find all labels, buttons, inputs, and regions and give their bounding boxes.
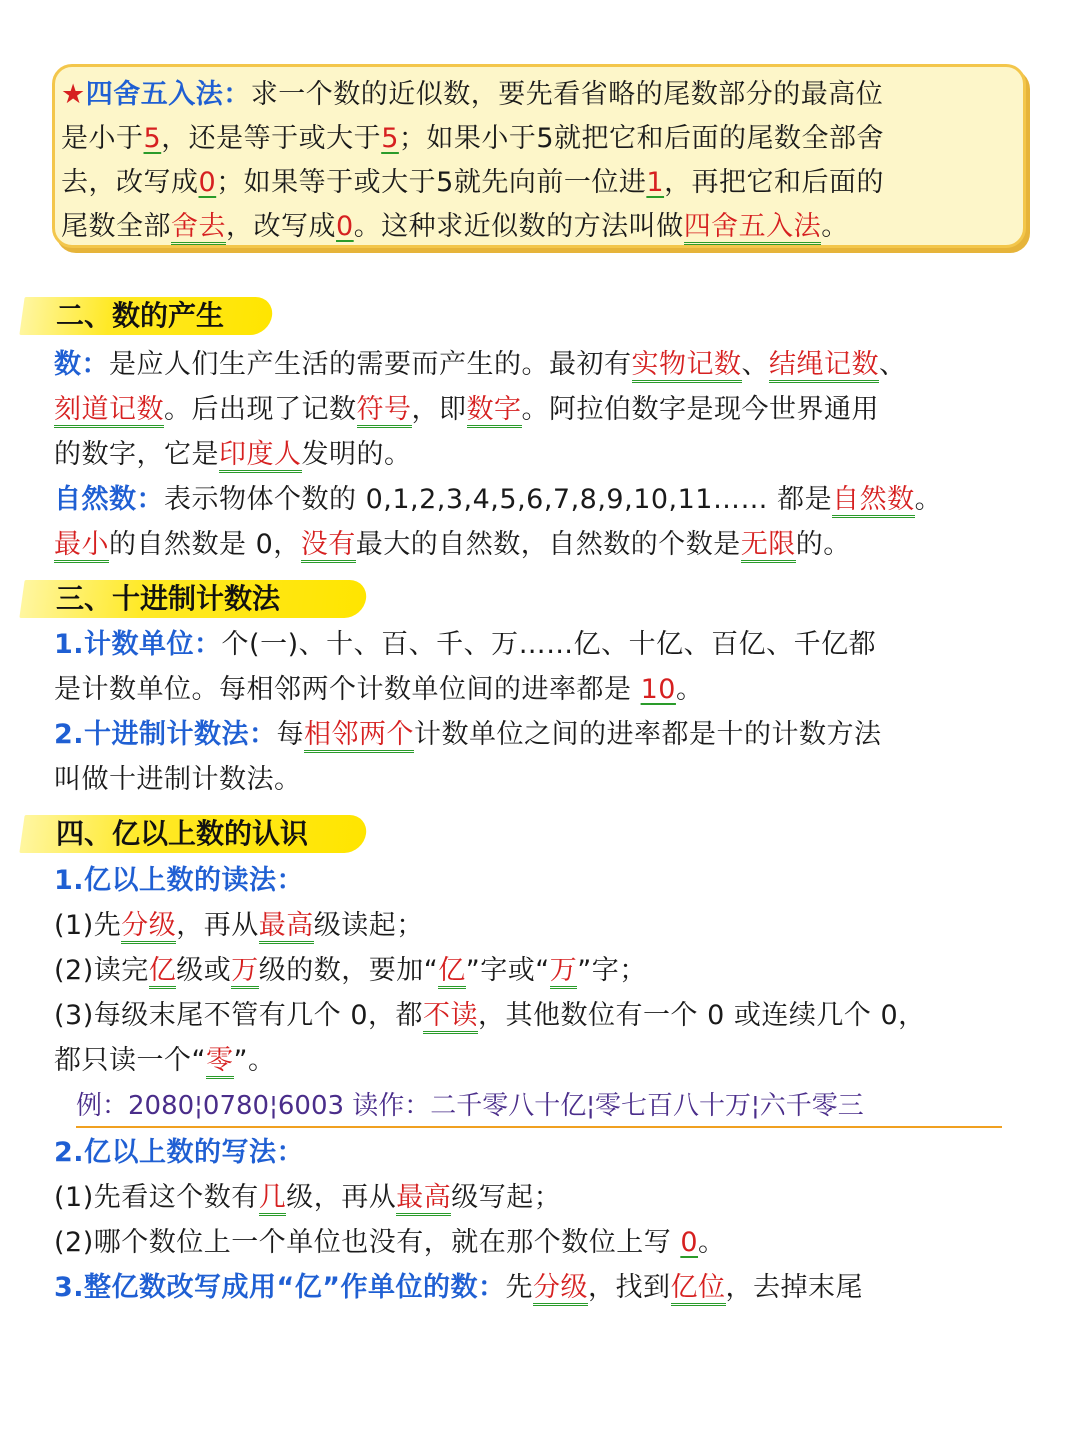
term-label: 数：: [54, 349, 109, 380]
key-term: 数字: [467, 394, 522, 428]
key-term: 最高: [259, 910, 314, 944]
callout-line-4: [61, 205, 1013, 249]
text: 都只读一个“: [54, 1045, 206, 1076]
line: [54, 858, 926, 903]
line: [54, 622, 882, 667]
term-label: 自然数：: [54, 484, 164, 515]
text: ，去掉末尾: [725, 1272, 864, 1303]
key-term: 0: [680, 1227, 699, 1258]
line: [54, 1175, 863, 1220]
text: ”字或“: [465, 955, 550, 986]
callout-line-3: [61, 161, 1013, 205]
text: 是小于: [61, 123, 144, 154]
key-term: 不读: [423, 1000, 478, 1034]
text: (1)先看这个数有: [54, 1182, 259, 1213]
text: 的数字，它是: [54, 439, 219, 470]
callout-title: 四舍五入法：: [85, 79, 251, 110]
key-term: 印度人: [219, 439, 302, 473]
callout-line-2: [61, 117, 1013, 161]
key-term: 无限: [741, 529, 796, 563]
text: 叫做十进制计数法。: [54, 764, 302, 795]
section-3-body: [54, 622, 882, 802]
key-term: 舍去: [171, 211, 226, 245]
key-term: 相邻两个: [304, 719, 414, 753]
star-icon: ★: [61, 79, 86, 110]
text: 。: [914, 484, 943, 515]
text: 、: [741, 349, 769, 380]
text: ，再把它和后面的: [664, 167, 885, 198]
callout-text: 求一个数的近似数，要先看省略的尾数部分的最高位: [250, 79, 884, 110]
line: [54, 903, 926, 948]
line: [54, 993, 926, 1038]
text: 先: [505, 1272, 534, 1303]
key-term: 零: [206, 1045, 234, 1079]
text: (2)哪个数位上一个单位也没有，就在那个数位上写: [54, 1227, 681, 1258]
text: 级读起；: [313, 910, 424, 941]
key-term: 结绳记数: [769, 349, 879, 383]
text: 。: [675, 674, 704, 705]
text: ，其他数位有一个 0 或连续几个 0，: [478, 1000, 926, 1031]
line: [54, 948, 926, 993]
key-term: 5: [143, 123, 162, 154]
line: [54, 757, 882, 802]
section-heading-2: [22, 293, 306, 339]
text: 级，再从: [286, 1182, 397, 1213]
text: 是计数单位。每相邻两个计数单位间的进率都是: [54, 674, 641, 705]
section-heading-3: [22, 576, 400, 622]
text: ”。: [233, 1045, 276, 1076]
term-label: 3.整亿数改写成用“亿”作单位的数：: [54, 1272, 506, 1303]
line: [54, 1038, 926, 1083]
key-term: 自然数: [832, 484, 915, 518]
rounding-rule-callout: [52, 64, 1026, 248]
line: [54, 1130, 863, 1175]
key-term: 0: [336, 211, 354, 242]
text: 的自然数是 0，: [109, 529, 301, 560]
line: [54, 667, 882, 712]
text: 发明的。: [301, 439, 412, 470]
line: [54, 522, 942, 567]
key-term: 0: [198, 167, 217, 198]
reading-example: 例：2080¦0780¦6003 读作：二千零八十亿¦零七百八十万¦六千零三: [76, 1086, 1002, 1128]
line: [54, 1265, 863, 1310]
text: 。: [821, 211, 849, 242]
heading-text: 二、数的产生: [56, 299, 225, 332]
text: (2)读完: [54, 955, 149, 986]
line: [54, 432, 942, 477]
text: 。阿拉伯数字是现今世界通用: [521, 394, 879, 425]
text: 、: [879, 349, 907, 380]
heading-text: 四、亿以上数的认识: [56, 817, 309, 850]
key-term: 没有: [301, 529, 356, 563]
key-term: 1: [646, 167, 665, 198]
key-term: 万: [231, 955, 259, 989]
line: [54, 342, 942, 387]
term-label: 1.亿以上数的读法：: [54, 865, 305, 896]
key-term: 四舍五入法: [684, 211, 822, 245]
key-term: 10: [640, 674, 676, 705]
key-term: 几: [259, 1182, 287, 1216]
text: 。: [698, 1227, 726, 1258]
line: [54, 477, 942, 522]
text: 。后出现了记数: [164, 394, 357, 425]
text: (3)每级末尾不管有几个 0，都: [54, 1000, 424, 1031]
term-label: 2.十进制计数法：: [54, 719, 277, 750]
text: 级或: [176, 955, 232, 986]
term-label: 2.亿以上数的写法：: [54, 1137, 305, 1168]
text: 每: [276, 719, 305, 750]
text: ；如果小于5就把它和后面的尾数全部舍: [398, 123, 885, 154]
text: 个(一)、十、百、千、万……亿、十亿、百亿、千亿都: [221, 629, 877, 660]
text: 级的数，要加“: [258, 955, 439, 986]
section-heading-4: [22, 811, 400, 857]
text: ，改写成: [226, 211, 336, 242]
line: [54, 712, 882, 757]
section-4-body-b: [54, 1130, 863, 1310]
text: ”字；: [577, 955, 647, 986]
text: ，再从: [176, 910, 259, 941]
text: ，还是等于或大于: [161, 123, 382, 154]
line: [54, 1220, 863, 1265]
key-term: 亿: [149, 955, 177, 989]
text: ；如果等于或大于5就先向前一位进: [216, 167, 647, 198]
text: (1)先: [54, 910, 122, 941]
text: ，即: [411, 394, 467, 425]
text: 的。: [795, 529, 851, 560]
text: 是应人们生产生活的需要而产生的。最初有: [109, 349, 632, 380]
key-term: 分级: [533, 1272, 588, 1306]
section-2-body: [54, 342, 942, 567]
text: 表示物体个数的 0,1,2,3,4,5,6,7,8,9,10,11…… 都是: [164, 484, 833, 515]
line: [54, 387, 942, 432]
key-term: 最小: [54, 529, 109, 563]
key-term: 亿: [438, 955, 466, 989]
text: 去，改写成: [61, 167, 199, 198]
key-term: 符号: [357, 394, 412, 428]
heading-text: 三、十进制计数法: [56, 582, 281, 615]
text: 最大的自然数，自然数的个数是: [355, 529, 741, 560]
text: 级写起；: [451, 1182, 562, 1213]
text: 计数单位之间的进率都是十的计数方法: [414, 719, 882, 750]
text: 尾数全部: [61, 211, 171, 242]
key-term: 亿位: [671, 1272, 726, 1306]
key-term: 最高: [396, 1182, 451, 1216]
section-4-body-a: [54, 858, 926, 1083]
term-label: 1.计数单位：: [54, 629, 222, 660]
text: 。这种求近似数的方法叫做: [353, 211, 684, 242]
text: ，找到: [588, 1272, 671, 1303]
callout-line-1: [61, 73, 1013, 117]
key-term: 万: [550, 955, 578, 989]
key-term: 刻道记数: [54, 394, 164, 428]
key-term: 5: [381, 123, 399, 154]
key-term: 分级: [121, 910, 176, 944]
key-term: 实物记数: [632, 349, 742, 383]
